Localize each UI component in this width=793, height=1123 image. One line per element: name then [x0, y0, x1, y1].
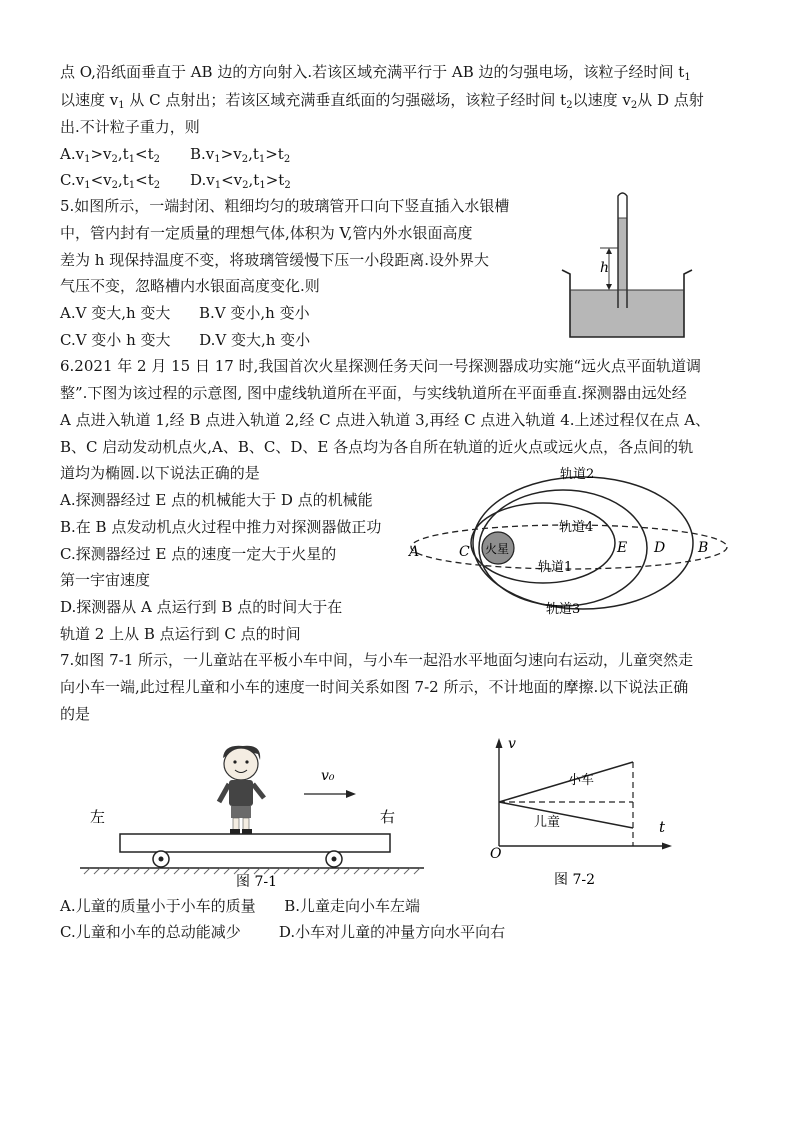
- q6-option-c-line-1: C.探测器经过 E 点的速度一定大于火星的: [60, 545, 337, 563]
- orbit-figure: [405, 464, 735, 619]
- cart-wheel: [153, 851, 169, 867]
- v0-label: v₀: [321, 768, 335, 784]
- q4-line-2: 以速度 $v_1$ 从 C 点射出；若该区域充满垂直纸面的匀强磁场，该粒子经时间 $t_2$以速度 $v_2$从 D 点射: [60, 91, 704, 111]
- q5-options-ab: A.V 变大,h 变大 B.V 变小,h 变小: [60, 304, 310, 322]
- q5-line-2: 中，管内封有一定质量的理想气体,体积为 V,管内外水银面高度: [60, 224, 473, 242]
- cart-velocity-line: [499, 762, 633, 802]
- q7-options-ab: A.儿童的质量小于小车的质量 B.儿童走向小车左端: [60, 897, 421, 915]
- q4-option-b: $B.v_1>v_2,t_1>t_2$: [190, 145, 291, 165]
- q7-line-2: 向小车一端,此过程儿童和小车的速度一时间关系如图 7-2 所示，不计地面的摩擦.以下说法正确: [60, 678, 689, 696]
- q7-line-1: 7.如图 7-1 所示，一儿童站在平板小车中间，与小车一起沿水平地面匀速向右运动，儿童突然走: [60, 651, 694, 669]
- right-label: 右: [380, 808, 396, 826]
- cart-board: [120, 834, 390, 852]
- point-a-label: A: [409, 544, 420, 560]
- orbit-4-label: 轨道4: [559, 520, 594, 535]
- q4-option-c: $C.v_1<v_2,t_1<t_2$: [60, 171, 161, 191]
- q6-line-2: 整”.下图为该过程的示意图, 图中虚线轨道所在平面，与实线轨道所在平面垂直.探测器由远处经: [60, 384, 687, 402]
- q6-option-c-line-2: 第一宇宙速度: [60, 571, 151, 589]
- cart-line-label: 小车: [568, 773, 595, 788]
- cart-figure: [72, 738, 432, 888]
- q6-option-d-line-1: D.探测器从 A 点运行到 B 点的时间大于在: [60, 598, 343, 616]
- orbit-3-label: 轨道3: [546, 602, 581, 617]
- q5-options-cd: C.V 变小 h 变大 D.V 变大,h 变小: [60, 331, 311, 349]
- point-c-label: C: [459, 544, 470, 560]
- point-b-label: B: [698, 540, 709, 556]
- orbit-1-label: 轨道1: [538, 560, 573, 575]
- cart-wheel: [326, 851, 342, 867]
- q5-line-1: 5.如图所示，一端封闭、粗细均匀的玻璃管开口向下竖直插入水银槽: [60, 197, 510, 215]
- q6-line-3: A 点进入轨道 1,经 B 点进入轨道 2,经 C 点进入轨道 3,再经 C 点进入轨道 4.上述过程仅在点 A、: [60, 411, 711, 429]
- child-velocity-line: [499, 802, 633, 828]
- mercury-trough-figure: [560, 190, 695, 342]
- q6-option-a: A.探测器经过 E 点的机械能大于 D 点的机械能: [60, 491, 373, 509]
- q6-option-b: B.在 B 点发动机点火过程中推力对探测器做正功: [60, 518, 382, 536]
- velocity-time-graph: [480, 734, 680, 894]
- q4-option-d: $D.v_1<v_2,t_1>t_2$: [190, 171, 291, 191]
- q5-line-4: 气压不变，忽略槽内水银面高度变化.则: [60, 277, 320, 295]
- point-e-label: E: [617, 540, 628, 556]
- q5-line-3: 差为 h 现保持温度不变，将玻璃管缓慢下压一小段距离.设外界大: [60, 251, 489, 269]
- orbit-2-label: 轨道2: [560, 467, 595, 482]
- q4-line-3: 出.不计粒子重力，则: [60, 118, 200, 136]
- q4-line-1: 点 O,沿纸面垂直于 AB 边的方向射入.若该区域充满平行于 AB 边的匀强电场，该粒子经时间 $t_1$: [60, 63, 691, 83]
- h-label: h: [600, 260, 610, 276]
- v-axis-label: v: [508, 736, 516, 752]
- child-icon: [219, 746, 264, 834]
- left-label: 左: [90, 808, 106, 826]
- q7-line-3: 的是: [60, 705, 91, 723]
- q6-line-4: B、C 启动发动机点火,A、B、C、D、E 各点均为各自所在轨道的近火点或远火点，各点间的轨: [60, 438, 694, 456]
- t-axis-label: t: [659, 818, 666, 836]
- q7-options-cd: C.儿童和小车的总动能减少 D.小车对儿童的冲量方向水平向右: [60, 923, 506, 941]
- q6-line-5: 道均为椭圆.以下说法正确的是: [60, 464, 260, 482]
- figure-7-1-caption: 图 7-1: [236, 874, 277, 888]
- q6-option-d-line-2: 轨道 2 上从 B 点运行到 C 点的时间: [60, 625, 301, 643]
- q4-option-a: $A.v_1>v_2,t_1<t_2$: [60, 145, 161, 165]
- mars-label: 火星: [485, 542, 510, 556]
- origin-label: O: [490, 846, 502, 862]
- point-d-label: D: [654, 540, 666, 556]
- child-line-label: 儿童: [534, 815, 561, 830]
- q6-line-1: 6.2021 年 2 月 15 日 17 时,我国首次火星探测任务天问一号探测器成功实施“远火点平面轨道调: [60, 357, 702, 375]
- figure-7-2-caption: 图 7-2: [554, 872, 595, 888]
